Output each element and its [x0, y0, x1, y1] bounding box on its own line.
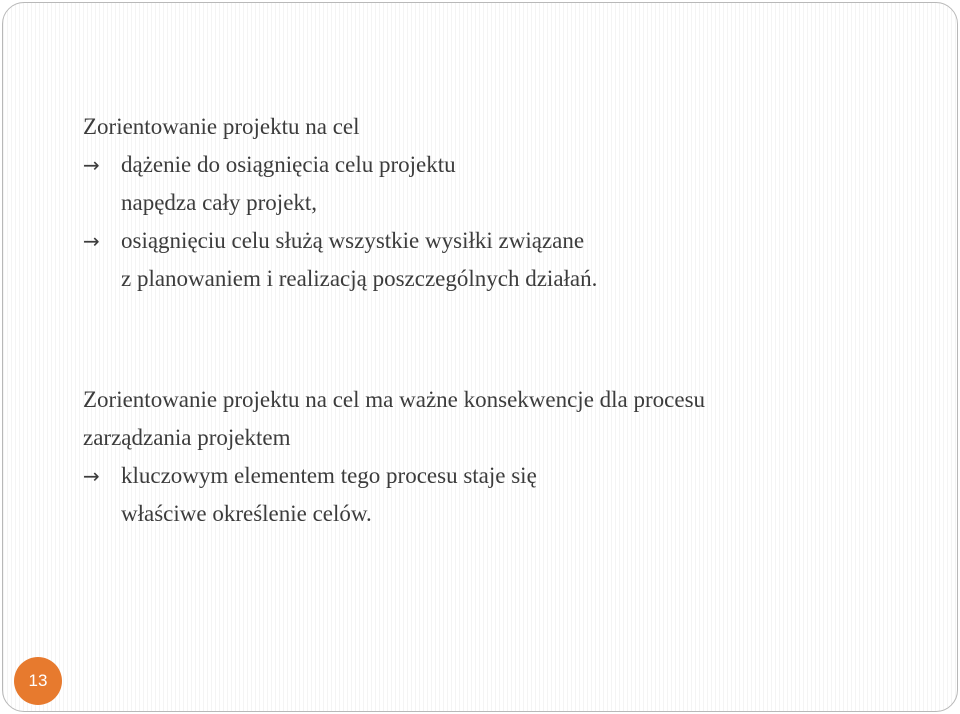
paragraph1-line2 [83, 146, 597, 184]
paragraph1-line4-text: osiągnięciu celu służą wszystkie wysiłki związane [121, 228, 585, 253]
slide [2, 2, 958, 712]
paragraph2-line2: zarządzania projektem [83, 425, 291, 450]
paragraph1-line2-text: dążenie do osiągnięcia celu projektu [121, 152, 456, 177]
paragraph-management-consequences [83, 381, 705, 533]
paragraph-project-goal-orientation [83, 108, 597, 298]
paragraph2-line1: Zorientowanie projektu na cel ma ważne konsekwencje dla procesu [83, 387, 706, 412]
paragraph2-line3 [83, 457, 705, 495]
paragraph2-line4: właściwe określenie celów. [121, 501, 372, 526]
paragraph1-line3: napędza cały projekt, [121, 190, 318, 215]
right-arrow-icon: → [83, 464, 100, 488]
right-arrow-icon: → [83, 153, 100, 177]
paragraph1-line5: z planowaniem i realizacją poszczególnych działań. [121, 266, 598, 291]
page-number-badge: 13 [14, 657, 62, 705]
paragraph1-line1: Zorientowanie projektu na cel [83, 114, 360, 139]
paragraph2-line3-text: kluczowym elementem tego procesu staje się [121, 463, 537, 488]
paragraph1-line4 [83, 222, 597, 260]
right-arrow-icon: → [83, 229, 100, 253]
